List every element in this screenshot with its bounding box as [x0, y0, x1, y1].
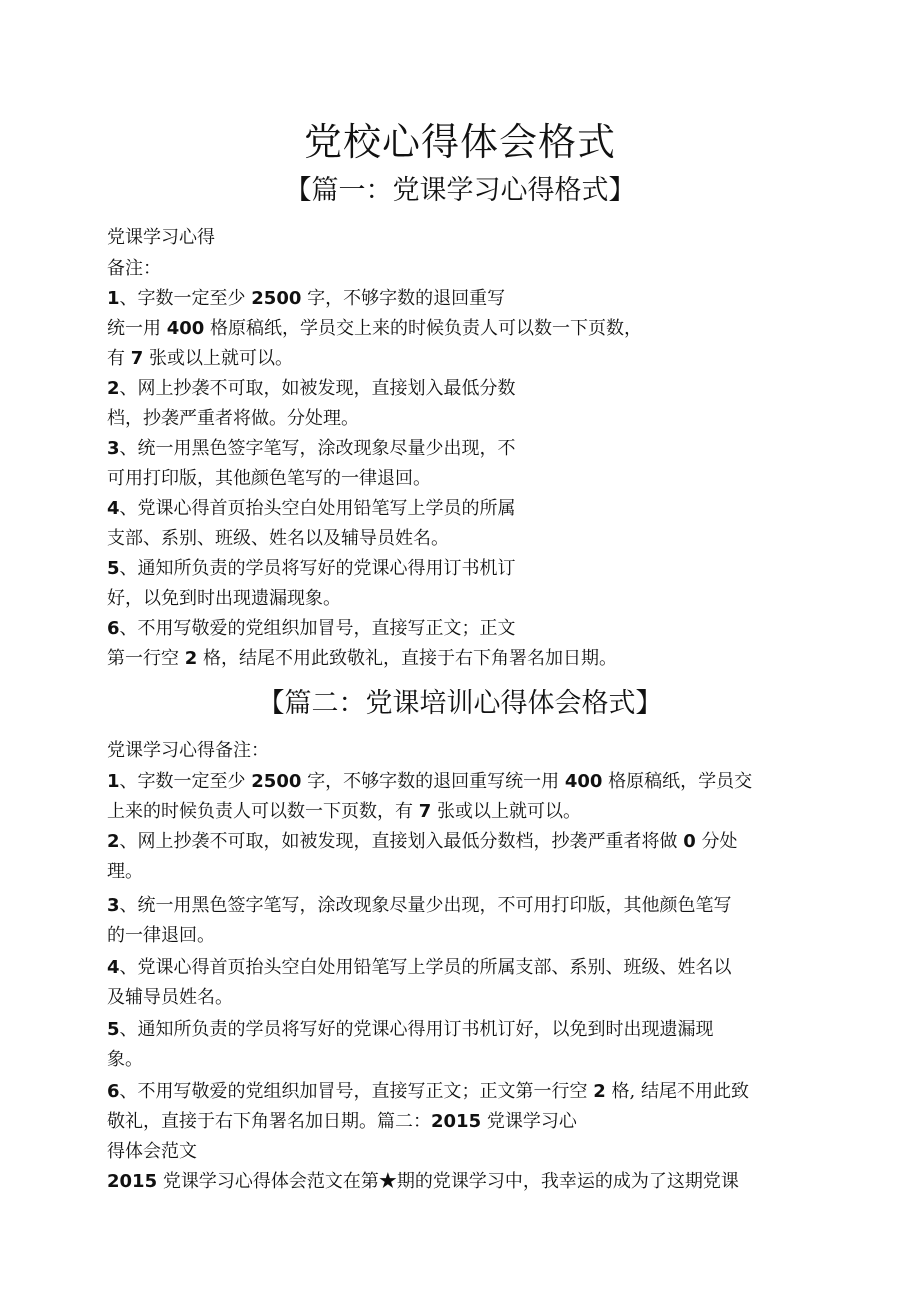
number-text: 6 [107, 1081, 120, 1102]
line-text: 党课学习心 [481, 1111, 577, 1132]
number-text: 2 [107, 378, 120, 399]
text-line: 象。 [107, 1049, 143, 1070]
text-line: 的一律退回。 [107, 925, 215, 946]
line-text: 格, 结尾不用此致 [605, 1081, 749, 1102]
number-text: 2 [184, 648, 198, 669]
number-text: 2015 [107, 1171, 158, 1192]
number-text: 0 [683, 831, 696, 852]
line-text: 统一用 [107, 318, 167, 339]
number-text: 2015 [431, 1111, 482, 1132]
number-text: 5 [107, 1019, 120, 1040]
line-text: 格，结尾不用此致敬礼，直接于右下角署名加日期。 [197, 648, 617, 669]
text-line: 党课学习心得备注： [107, 740, 269, 761]
line-text: 、统一用黑色签字笔写，涂改现象尽量少出现，不可用打印版，其他颜色笔写 [119, 895, 732, 916]
line-text: 、网上抄袭不可取，如被发现，直接划入最低分数 [119, 378, 516, 399]
line-text: 第一行空 [107, 648, 185, 669]
text-line: 及辅导员姓名。 [107, 987, 233, 1008]
text-line [107, 284, 505, 314]
text-line [107, 1077, 749, 1107]
text-line [107, 554, 516, 584]
number-text: 400 [564, 771, 603, 792]
line-text: 分处 [695, 831, 738, 852]
number-text: 2 [593, 1081, 606, 1102]
text-line: 支部、系别、班级、姓名以及辅导员姓名。 [107, 528, 449, 549]
text-line [107, 1015, 714, 1045]
line-text: 、字数一定至少 [119, 771, 252, 792]
line-text: 敬礼，直接于右下角署名加日期。篇二： [107, 1111, 431, 1132]
line-text: 、不用写敬爱的党组织加冒号，直接写正文；正文 [119, 618, 516, 639]
section1-heading: 【篇一：党课学习心得格式】 [284, 175, 636, 206]
line-text: 字，不够字数的退回重写 [301, 288, 506, 309]
line-text: 字，不够字数的退回重写统一用 [301, 771, 565, 792]
text-line: 得体会范文 [107, 1141, 197, 1162]
text-line: 档，抄袭严重者将做。分处理。 [107, 408, 359, 429]
text-line [107, 891, 732, 921]
text-line [107, 314, 642, 344]
number-text: 2500 [251, 288, 302, 309]
line-text: 、通知所负责的学员将写好的党课心得用订书机订好，以免到时出现遗漏现 [119, 1019, 714, 1040]
number-text: 3 [107, 438, 120, 459]
text-line [107, 434, 516, 464]
text-line [107, 767, 752, 797]
line-text: 上来的时候负责人可以数一下页数，有 [107, 801, 419, 822]
text-line [107, 797, 581, 827]
text-line [107, 374, 516, 404]
number-text: 3 [107, 895, 120, 916]
number-text: 2 [107, 831, 120, 852]
line-text: 格原稿纸，学员交 [602, 771, 753, 792]
line-text: 格原稿纸，学员交上来的时候负责人可以数一下页数， [204, 318, 643, 339]
line-text: 、党课心得首页抬头空白处用铅笔写上学员的所属 [119, 498, 516, 519]
text-line [107, 827, 738, 857]
text-line [107, 953, 732, 983]
number-text: 7 [130, 348, 144, 369]
number-text: 1 [107, 771, 120, 792]
number-text: 4 [107, 498, 120, 519]
line-text: 、党课心得首页抬头空白处用铅笔写上学员的所属支部、系别、班级、姓名以 [119, 957, 732, 978]
number-text: 2500 [251, 771, 302, 792]
text-line [107, 644, 617, 674]
text-line: 党课学习心得 [107, 227, 215, 248]
number-text: 1 [107, 288, 120, 309]
text-line [107, 344, 293, 374]
line-text: 、通知所负责的学员将写好的党课心得用订书机订 [119, 558, 516, 579]
section2-heading: 【篇二：党课培训心得体会格式】 [257, 688, 663, 719]
text-line [107, 494, 516, 524]
number-text: 7 [418, 801, 432, 822]
line-text: 、不用写敬爱的党组织加冒号，直接写正文；正文第一行空 [119, 1081, 594, 1102]
number-text: 4 [107, 957, 120, 978]
text-line [107, 1167, 739, 1197]
line-text: 、网上抄袭不可取，如被发现，直接划入最低分数档，抄袭严重者将做 [119, 831, 684, 852]
line-text: 张或以上就可以。 [431, 801, 581, 822]
number-text: 6 [107, 618, 120, 639]
number-text: 5 [107, 558, 120, 579]
number-text: 400 [166, 318, 205, 339]
text-line: 可用打印版，其他颜色笔写的一律退回。 [107, 468, 431, 489]
text-line: 好，以免到时出现遗漏现象。 [107, 588, 341, 609]
text-line: 理。 [107, 861, 143, 882]
line-text: 党课学习心得体会范文在第★期的党课学习中，我幸运的成为了这期党课 [157, 1171, 739, 1192]
line-text: 、统一用黑色签字笔写，涂改现象尽量少出现，不 [119, 438, 516, 459]
text-line: 备注： [107, 258, 161, 279]
text-line [107, 1107, 577, 1137]
text-line [107, 614, 516, 644]
document-title: 党校心得体会格式 [303, 120, 616, 164]
line-text: 、字数一定至少 [119, 288, 252, 309]
line-text: 张或以上就可以。 [143, 348, 293, 369]
line-text: 有 [107, 348, 131, 369]
